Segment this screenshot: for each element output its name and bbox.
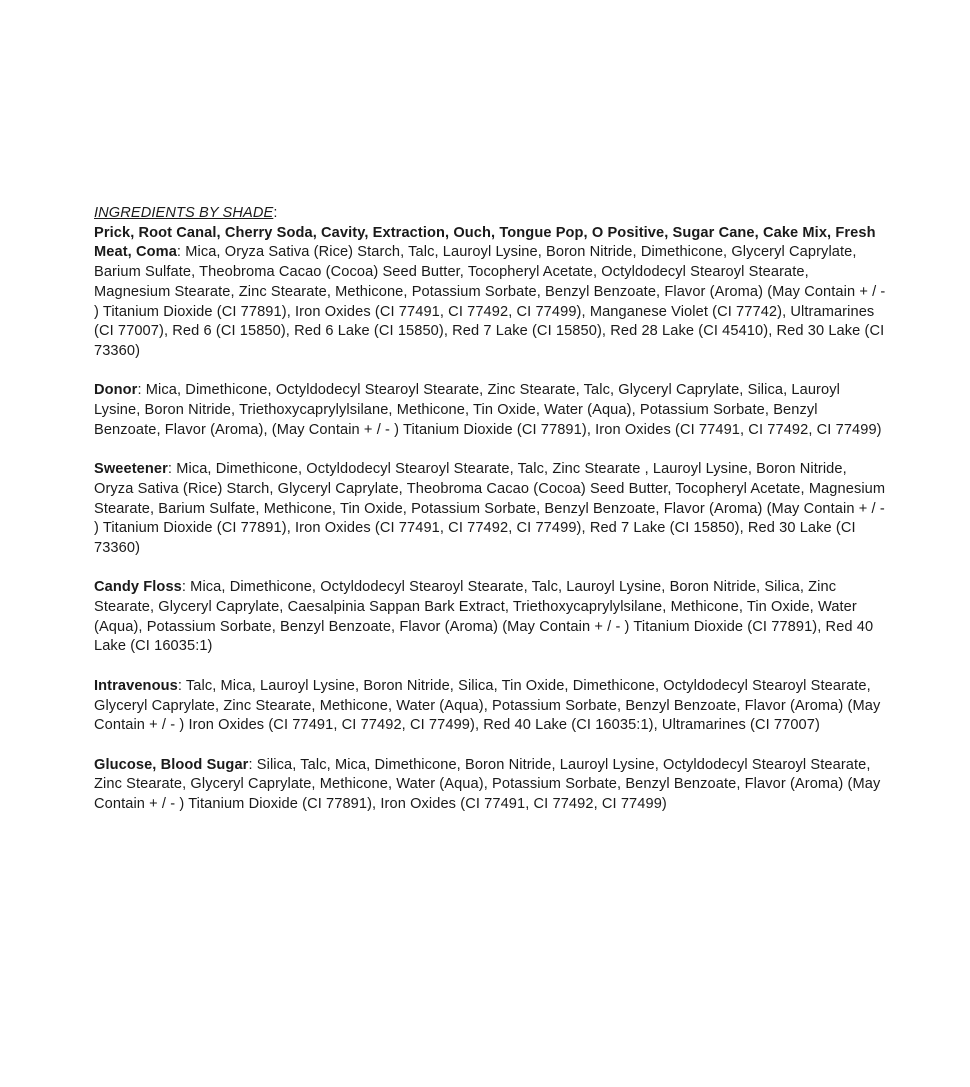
shade-names: Donor xyxy=(94,382,138,399)
heading-line xyxy=(94,204,886,224)
ingredient-paragraph xyxy=(94,578,886,657)
ingredients-heading: INGREDIENTS BY SHADE xyxy=(94,205,274,221)
ingredient-paragraph xyxy=(94,381,886,440)
ingredient-list: : Mica, Oryza Sativa (Rice) Starch, Talc, Lauroyl Lysine, Boron Nitride, Dimethicone, Glyceryl Caprylate, Barium Sulfate, Theobroma Cacao (Cocoa) Seed Butter, Tocopheryl Acetate, Octyldodecyl Stearoyl Stearate, Magnesium Stearate, Zinc Stearate, Methicone, Potassium Sorbate, Benzyl Benzoate, Flavor (Aroma) (May Contain + / - ) Titanium Dioxide (CI 77891), Iron Oxides (CI 77491, CI 77492, CI 77499), Manganese Violet (CI 77742), Ultramarines (CI 77007), Red 6 (CI 15850), Red 6 Lake (CI 15850), Red 7 Lake (CI 15850), Red 28 Lake (CI 45410), Red 30 Lake (CI 73360) xyxy=(94,244,886,359)
ingredient-list: : Mica, Dimethicone, Octyldodecyl Stearoyl Stearate, Talc, Lauroyl Lysine, Boron Nitride, Silica, Zinc Stearate, Glyceryl Caprylate, Caesalpinia Sappan Bark Extract, Triethoxycaprylylsilane, Methicone, Tin Oxide, Water (Aqua), Potassium Sorbate, Benzyl Benzoate, Flavor (Aroma) (May Contain + / - ) Titanium Dioxide (CI 77891), Red 40 Lake (CI 16035:1) xyxy=(94,579,874,655)
heading-colon: : xyxy=(273,205,278,221)
ingredient-paragraph xyxy=(94,756,886,815)
shade-names: Prick, Root Canal, Cherry Soda, Cavity, Extraction, Ouch, Tongue Pop, O Positive, Sugar Cane, Cake Mix, Fresh Meat, Coma xyxy=(94,224,876,261)
ingredient-paragraph xyxy=(94,460,886,559)
ingredient-paragraph xyxy=(94,224,886,362)
ingredient-list: : Silica, Talc, Mica, Dimethicone, Boron Nitride, Lauroyl Lysine, Octyldodecyl Stearoyl Stearate, Zinc Stearate, Glyceryl Caprylate, Methicone, Water (Aqua), Potassium Sorbate, Benzyl Benzoate, Flavor (Aroma) (May Contain + / - ) Titanium Dioxide (CI 77891), Iron Oxides (CI 77491, CI 77492, CI 77499) xyxy=(94,756,881,813)
ingredient-list: : Talc, Mica, Lauroyl Lysine, Boron Nitride, Silica, Tin Oxide, Dimethicone, Octyldodecyl Stearoyl Stearate, Glyceryl Caprylate, Zinc Stearate, Methicone, Water (Aqua), Potassium Sorbate, Benzyl Benzoate, Flavor (Aroma) (May Contain + / - ) Iron Oxides (CI 77491, CI 77492, CI 77499), Red 40 Lake (CI 16035:1), Ultramarines (CI 77007) xyxy=(94,677,881,734)
shade-names: Candy Floss xyxy=(94,579,182,596)
shade-names: Sweetener xyxy=(94,461,168,478)
ingredient-paragraph xyxy=(94,677,886,736)
ingredient-list: : Mica, Dimethicone, Octyldodecyl Stearoyl Stearate, Talc, Zinc Stearate , Lauroyl Lysine, Boron Nitride, Oryza Sativa (Rice) Starch, Glyceryl Caprylate, Theobroma Cacao (Cocoa) Seed Butter, Tocopheryl Acetate, Magnesium Stearate, Barium Sulfate, Methicone, Tin Oxide, Potassium Sorbate, Benzyl Benzoate, Flavor (Aroma) (May Contain + / - ) Titanium Dioxide (CI 77891), Iron Oxides (CI 77491, CI 77492, CI 77499), Red 7 Lake (CI 15850), Red 30 Lake (CI 73360) xyxy=(94,461,886,556)
shade-names: Intravenous xyxy=(94,677,178,694)
shade-names: Glucose, Blood Sugar xyxy=(94,756,249,773)
ingredient-list: : Mica, Dimethicone, Octyldodecyl Stearoyl Stearate, Zinc Stearate, Talc, Glyceryl Caprylate, Silica, Lauroyl Lysine, Boron Nitride, Triethoxycaprylylsilane, Methicone, Tin Oxide, Water (Aqua), Potassium Sorbate, Benzyl Benzoate, Flavor (Aroma), (May Contain + / - ) Titanium Dioxide (CI 77891), Iron Oxides (CI 77491, CI 77492, CI 77499) xyxy=(94,382,882,438)
ingredients-document xyxy=(94,204,886,834)
